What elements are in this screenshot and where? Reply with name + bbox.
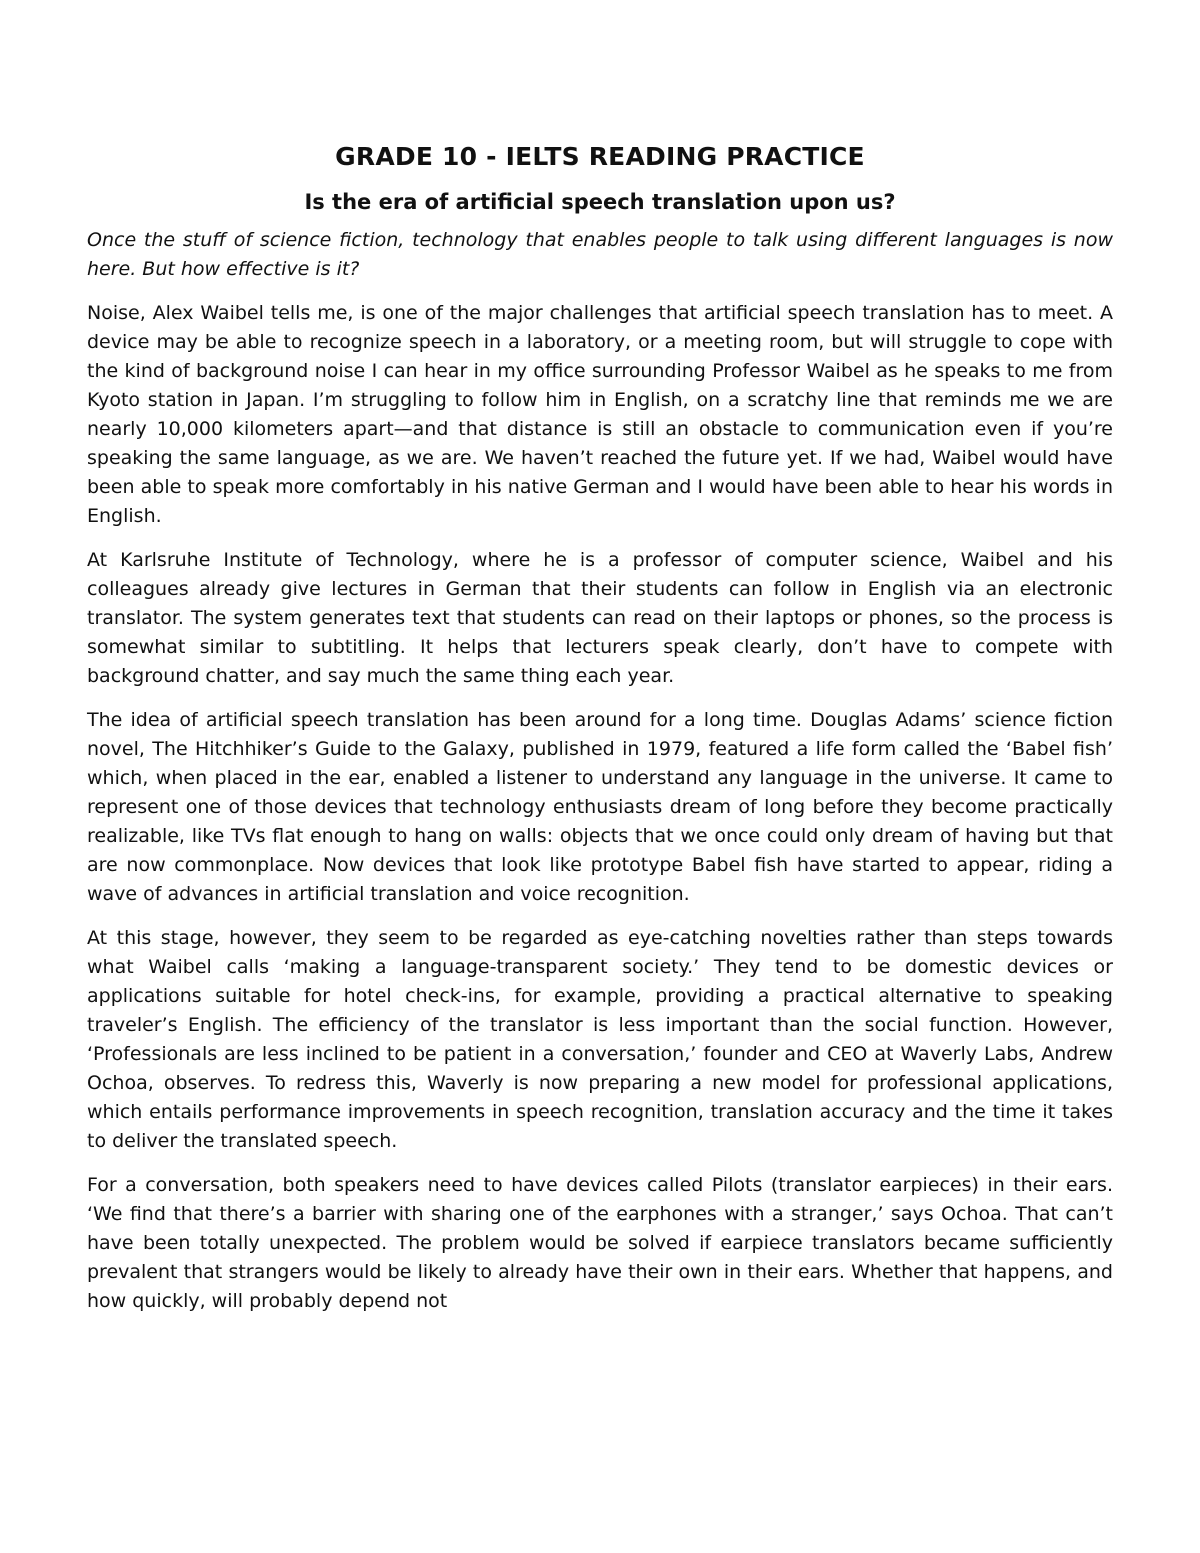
body-paragraph-4: At this stage, however, they seem to be regarded as eye-catching novelties rather than steps towards what Waibel calls ‘making a language-transparent society.’ They tend to be domestic devices or applications suitable for hotel check-ins, for example, providing a practical alternative to speaking traveler’s English. The efficiency of the translator is less important than the social function. However, ‘Professionals are less inclined to be patient in a conversation,’ founder and CEO at Waverly Labs, Andrew Ochoa, observes. To redress this, Waverly is now preparing a new model for professional applications, which entails performance improvements in speech recognition, translation accuracy and the time it takes to deliver the translated speech.	[87, 927, 1113, 1152]
document-title: GRADE 10 - IELTS READING PRACTICE	[335, 142, 865, 171]
document-subtitle: Is the era of artificial speech translation upon us?	[304, 190, 896, 214]
body-paragraph-3: The idea of artificial speech translation has been around for a long time. Douglas Adams’ science fiction novel, The Hitchhiker’s Guide to the Galaxy, published in 1979, featured a life form called the ‘Babel fish’ which, when placed in the ear, enabled a listener to understand any language in the universe. It came to represent one of those devices that technology enthusiasts dream of long before they become practically realizable, like TVs flat enough to hang on walls: objects that we once could only dream of having but that are now commonplace. Now devices that look like prototype Babel fish have started to appear, riding a wave of advances in artificial translation and voice recognition.	[87, 709, 1113, 905]
body-paragraph-2: At Karlsruhe Institute of Technology, where he is a professor of computer science, Waibel and his colleagues already give lectures in German that their students can follow in English via an electronic translator. The system generates text that students can read on their laptops or phones, so the process is somewhat similar to subtitling. It helps that lecturers speak clearly, don’t have to compete with background chatter, and say much the same thing each year.	[87, 549, 1113, 687]
intro-paragraph: Once the stuff of science fiction, technology that enables people to talk using different languages is now here. But how effective is it?	[87, 229, 1113, 280]
body-paragraph-1: Noise, Alex Waibel tells me, is one of the major challenges that artificial speech translation has to meet. A device may be able to recognize speech in a laboratory, or a meeting room, but will struggle to cope with the kind of background noise I can hear in my office surrounding Professor Waibel as he speaks to me from Kyoto station in Japan. I’m struggling to follow him in English, on a scratchy line that reminds me we are nearly 10,000 kilometers apart—and that distance is still an obstacle to communication even if you’re speaking the same language, as we are. We haven’t reached the future yet. If we had, Waibel would have been able to speak more comfortably in his native German and I would have been able to hear his words in English.	[87, 302, 1113, 527]
body-paragraph-5: For a conversation, both speakers need to have devices called Pilots (translator earpieces) in their ears. ‘We find that there’s a barrier with sharing one of the earphones with a stranger,’ says Ochoa. That can’t have been totally unexpected. The problem would be solved if earpiece translators became sufficiently prevalent that strangers would be likely to already have their own in their ears. Whether that happens, and how quickly, will probably depend not	[87, 1174, 1113, 1312]
document-page	[87, 140, 1113, 1331]
